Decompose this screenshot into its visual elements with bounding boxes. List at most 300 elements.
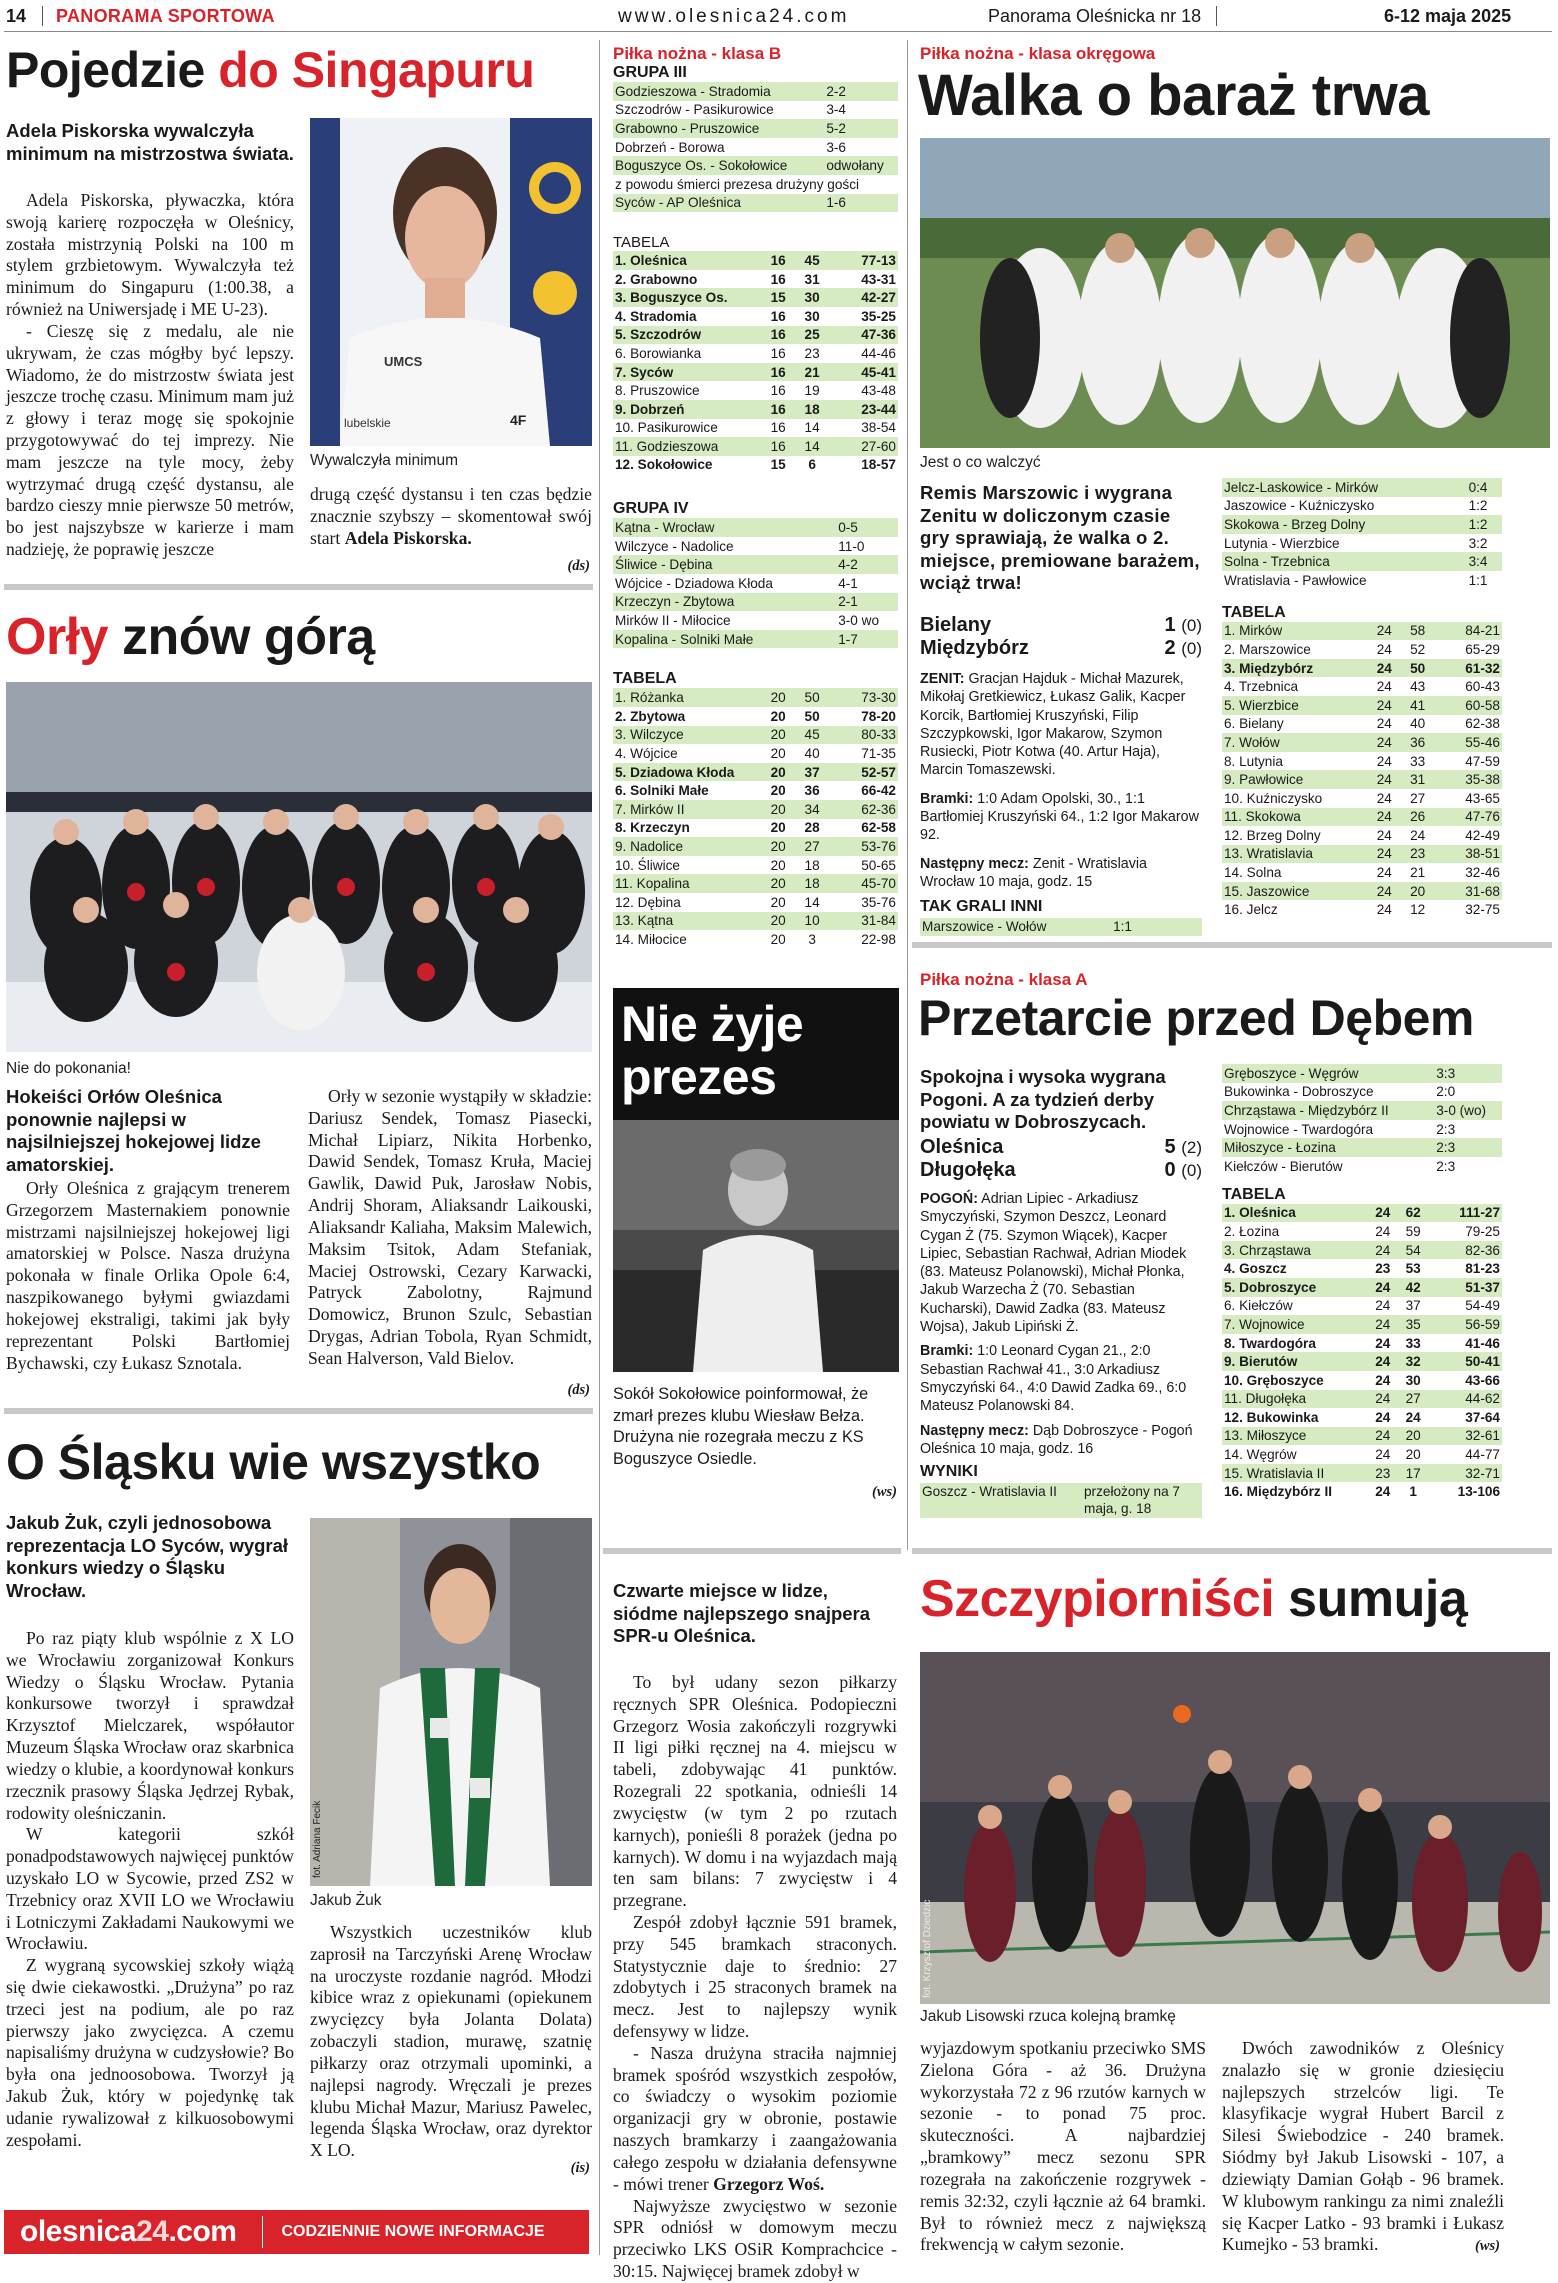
standings-played: 20 <box>761 763 795 782</box>
standings-row <box>613 400 898 419</box>
title-part: do Singapuru <box>218 42 535 98</box>
standings-team: 1. Oleśnica <box>1222 1204 1368 1223</box>
standings-team: 7. Wojnowice <box>1222 1315 1368 1334</box>
logo-part: 24 <box>136 2215 169 2248</box>
score: 1:2 <box>1468 498 1488 514</box>
standings-goals: 38-54 <box>861 420 896 436</box>
article-lead: Czwarte miejsce w lidze, siódme najlepszego snajpera SPR-u Oleśnica. <box>613 1580 871 1647</box>
standings-goals: 65-29 <box>1465 641 1500 657</box>
standings-goals: 47-59 <box>1465 753 1500 769</box>
score: 3-4 <box>826 102 846 118</box>
standings-row <box>1222 733 1502 752</box>
standings-played: 16 <box>761 251 795 270</box>
handball-photo <box>920 1652 1550 2004</box>
standings-team: 13. Kątna <box>613 912 761 931</box>
score-row <box>920 637 1202 660</box>
standings-row <box>1222 900 1502 919</box>
standings-team: 9. Bierutów <box>1222 1352 1368 1371</box>
score-row <box>920 1136 1202 1159</box>
standings-team: 5. Dziadowa Kłoda <box>613 763 761 782</box>
results-table <box>1222 478 1502 590</box>
standings-played: 24 <box>1376 790 1392 806</box>
standings-points: 59 <box>1405 1223 1421 1239</box>
match: Grabowno - Pruszowice <box>613 119 824 138</box>
article-separator <box>912 942 1552 948</box>
standings-points: 43 <box>1410 679 1426 695</box>
standings-team: 6. Bielany <box>1224 716 1284 732</box>
student-photo <box>310 1518 592 1886</box>
score-row <box>920 614 1202 637</box>
standings-played: 24 <box>1368 1390 1398 1409</box>
standings-goals: 42-49 <box>1465 827 1500 843</box>
standings-played: 15 <box>770 457 786 473</box>
standings-row <box>613 344 898 363</box>
standings-row <box>1222 826 1502 845</box>
logo-part: olesnica <box>20 2215 137 2248</box>
score: 3:4 <box>1467 552 1502 571</box>
standings-table-g3 <box>613 251 898 474</box>
score: 11-0 <box>838 538 865 554</box>
standings-row <box>1222 1204 1502 1223</box>
standings-team: 10. Kuźniczysko <box>1224 790 1323 806</box>
standings-team: 2. Grabowno <box>615 271 698 287</box>
match: Mirków II - Miłocice <box>615 613 731 629</box>
score: 2:3 <box>1436 1121 1456 1137</box>
standings-team: 8. Lutynia <box>1224 753 1283 769</box>
article-separator <box>603 1548 901 1554</box>
standings-row <box>613 326 898 345</box>
standings-team: 5. Dobroszyce <box>1222 1278 1368 1297</box>
standings-points: 40 <box>804 746 820 762</box>
standings-goals: 78-20 <box>861 708 896 724</box>
section-label: Piłka nożna - klasa B <box>613 44 782 63</box>
table-title: TAK GRALI INNI <box>920 898 1043 916</box>
standings-goals: 50-65 <box>861 857 896 873</box>
result-row <box>613 138 898 157</box>
standings-row <box>1222 1241 1502 1260</box>
standings-goals: 62-38 <box>1465 716 1500 732</box>
result-row <box>613 611 898 630</box>
standings-goals: 35-25 <box>861 308 896 324</box>
standings-row <box>1222 1278 1502 1297</box>
standings-points: 20 <box>1405 1447 1421 1463</box>
standings-points: 28 <box>804 820 820 836</box>
standings-played: 23 <box>1375 1261 1391 1277</box>
standings-points: 36 <box>804 783 820 799</box>
standings-points: 21 <box>1410 865 1426 881</box>
standings-points: 62 <box>1398 1204 1428 1223</box>
team-name: Długołęka <box>920 1159 1016 1181</box>
result-row <box>1222 1101 1502 1120</box>
goals <box>920 790 1202 845</box>
result-row <box>613 119 898 138</box>
hockey-team-photo <box>6 682 592 1052</box>
score: 1-6 <box>824 194 898 213</box>
standings-goals: 37-64 <box>1465 1409 1500 1425</box>
footer-logo[interactable] <box>20 2215 236 2249</box>
score: 1:2 <box>1467 515 1502 534</box>
title-part: Pojedzie <box>6 42 219 98</box>
standings-goals: 44-46 <box>861 345 896 361</box>
standings-goals: 43-66 <box>1465 1372 1500 1388</box>
standings-team: 5. Szczodrów <box>613 326 761 345</box>
standings-row <box>613 744 898 763</box>
standings-team: 8. Pruszowice <box>615 383 700 399</box>
standings-points: 14 <box>795 437 829 456</box>
score: 4-1 <box>838 575 858 591</box>
standings-row <box>1222 845 1502 864</box>
result-row <box>1222 515 1502 534</box>
standings-row <box>613 381 898 400</box>
goals: 0 <box>1164 1159 1176 1181</box>
standings-team: 14. Miłocice <box>615 931 687 947</box>
section-name: PANORAMA SPORTOWA <box>56 6 275 26</box>
result-row <box>1222 1083 1502 1102</box>
match: Śliwice - Dębina <box>613 555 836 574</box>
article-separator <box>912 1548 1552 1554</box>
standings-goals: 45-41 <box>829 363 898 382</box>
article-title <box>6 610 375 665</box>
signature: (ds) <box>567 558 590 574</box>
standings-goals: 32-61 <box>1428 1427 1502 1446</box>
article-lead: Hokeiści Orłów Oleśnica ponownie najlepsi w najsilniejszej hokejowej lidze amatorskiej. <box>6 1086 261 1175</box>
text: Dąb Dobroszyce - Pogoń Oleśnica 10 maja, godz. 16 <box>920 1422 1193 1457</box>
standings-goals: 41-46 <box>1465 1335 1500 1351</box>
goals <box>920 1342 1202 1415</box>
standings-played: 20 <box>770 746 786 762</box>
standings-team: 6. Solniki Małe <box>615 783 709 799</box>
article-body <box>310 484 592 549</box>
table-title: TABELA <box>613 234 670 252</box>
standings-points: 18 <box>795 874 829 893</box>
issue-date: 6-12 maja 2025 <box>1384 6 1512 26</box>
title-part: Szczypiorniści <box>920 1570 1275 1628</box>
standings-row <box>1222 789 1502 808</box>
article-lead: Spokojna i wysoka wygrana Pogoni. A za tydzień derby powiatu w Dobroszycach. <box>920 1066 1166 1133</box>
result-row <box>1222 1138 1502 1157</box>
standings-goals: 22-98 <box>861 931 896 947</box>
standings-team: 12. Brzeg Dolny <box>1224 827 1321 843</box>
standings-points: 50 <box>795 688 829 707</box>
standings-goals: 31-68 <box>1434 882 1502 901</box>
match: Jaszowice - Kuźniczysko <box>1224 498 1375 514</box>
standings-points: 30 <box>1405 1372 1421 1388</box>
standings-played: 16 <box>761 363 795 382</box>
match: Kątna - Wrocław <box>613 518 836 537</box>
standings-points: 33 <box>1410 753 1426 769</box>
standings-played: 20 <box>761 726 795 745</box>
photo-credit: fot. Krzysztof Dziedzic <box>922 1899 933 1998</box>
site-url[interactable]: www.olesnica24.com <box>618 6 850 27</box>
standings-goals: 111-27 <box>1428 1204 1502 1223</box>
standings-row <box>613 437 898 456</box>
standings-row <box>613 874 898 893</box>
standings-row <box>613 893 898 912</box>
team-name: Bielany <box>920 614 992 636</box>
label: Następny mecz: <box>920 1422 1029 1439</box>
standings-points: 18 <box>804 857 820 873</box>
standings-row <box>613 763 898 782</box>
standings-points: 35 <box>1398 1315 1428 1334</box>
header-divider <box>42 6 43 26</box>
standings-played: 24 <box>1368 696 1401 715</box>
standings-team: 14. Solna <box>1224 865 1282 881</box>
standings-played: 24 <box>1368 733 1401 752</box>
standings-row <box>613 363 898 382</box>
standings-played: 24 <box>1368 1278 1398 1297</box>
standings-row <box>613 288 898 307</box>
shirt-text: 4F <box>510 412 527 428</box>
standings-goals: 45-70 <box>829 874 898 893</box>
standings-points: 24 <box>1410 827 1426 843</box>
standings-team: 3. Międzybórz <box>1222 659 1368 678</box>
standings-team: 7. Syców <box>613 363 761 382</box>
standings-team: 11. Godzieszowa <box>613 437 761 456</box>
paragraph-text: drugą część dystansu i ten czas będzie znacznie szybszy – skomentował swój start <box>310 484 592 548</box>
standings-team: 12. Sokołowice <box>615 457 713 473</box>
match: Wojnowice - Twardogóra <box>1224 1121 1374 1137</box>
article-body <box>6 1178 290 1374</box>
table-title: TABELA <box>1222 603 1286 621</box>
author-name: Adela Piskorska. <box>344 527 472 548</box>
standings-points: 1 <box>1409 1484 1417 1500</box>
standings-row <box>1222 770 1502 789</box>
standings-points: 3 <box>808 931 816 947</box>
score: 3-0 (wo) <box>1434 1101 1502 1120</box>
standings-points: 6 <box>808 457 816 473</box>
standings-points: 12 <box>1410 902 1426 918</box>
standings-goals: 23-44 <box>829 400 898 419</box>
halftime: (0) <box>1181 639 1202 658</box>
paragraph: Wszystkich uczestników klub zaprosił na Tarczyński Arenę Wrocław na uroczyste rozdanie nagród. Młodzi kibice wraz z opiekunami (opiekunem zwycięzcy była Jolanta Dolata) zobaczyli stadion, murawę, szatnię piłkarzy oraz otrzymali upominki, a najlepsi nagrody. Wręczali je prezes klubu Michał Mazur, Mariusz Pawelec, legenda Śląska Wrocław, oraz dyrektor X LO. <box>310 1922 592 2161</box>
obituary-text: Sokół Sokołowice poinformował, że zmarł prezes klubu Wiesław Bełza. Drużyna nie rozegrała meczu z KS Boguszyce Osiedle. <box>613 1385 869 1468</box>
standings-row <box>613 912 898 931</box>
standings-points: 19 <box>804 383 820 399</box>
signature: (ws) <box>872 1484 897 1500</box>
result-row <box>1222 1064 1502 1083</box>
title-part: sumują <box>1274 1570 1468 1628</box>
standings-goals: 52-57 <box>829 763 898 782</box>
standings-row <box>1222 752 1502 771</box>
match: Krzeczyn - Zbytowa <box>613 593 836 612</box>
result-row <box>613 175 898 194</box>
text: 1:0 Adam Opolski, 30., 1:1 Bartłomiej Kruszyński 64., 1:2 Igor Makarow 92. <box>920 790 1199 844</box>
match: Gręboszyce - Węgrów <box>1222 1064 1434 1083</box>
photo-caption: Jest o co walczyć <box>920 454 1041 471</box>
article-title: Przetarcie przed Dębem <box>918 990 1474 1046</box>
standings-team: 9. Pawłowice <box>1222 770 1368 789</box>
standings-table-g4 <box>613 688 898 948</box>
standings-points: 32 <box>1398 1352 1428 1371</box>
score: 0-5 <box>836 518 898 537</box>
standings-team: 3. Boguszyce Os. <box>613 288 761 307</box>
score: 1:1 <box>1468 572 1488 588</box>
standings-played: 16 <box>770 383 786 399</box>
match: Wójcice - Dziadowa Kłoda <box>615 575 773 591</box>
result-row <box>613 630 898 649</box>
standings-points: 54 <box>1398 1241 1428 1260</box>
standings-played: 24 <box>1375 1484 1391 1500</box>
standings-row <box>1222 1482 1502 1501</box>
standings-played: 24 <box>1368 1315 1398 1334</box>
standings-points: 45 <box>795 726 829 745</box>
standings-played: 20 <box>761 688 795 707</box>
obituary-box <box>613 988 899 1528</box>
coach-name: Grzegorz Woś. <box>713 2173 825 2194</box>
lineup <box>920 1190 1202 1336</box>
result-row <box>613 101 898 120</box>
article-lead: Jakub Żuk, czyli jednosobowa reprezentacja LO Syców, wygrał konkurs wiedzy o Śląsku Wrocław. <box>6 1512 289 1601</box>
standings-played: 24 <box>1375 1298 1391 1314</box>
match: Lutynia - Wierzbice <box>1224 535 1340 551</box>
standings-row <box>1222 1352 1502 1371</box>
standings-row <box>1222 1464 1502 1483</box>
match: Wilczyce - Nadolice <box>615 538 734 554</box>
paragraph: Najwyższe zwycięstwo w sezonie SPR odniósł w domowym meczu przeciwko LKS OSiR Komprachcice - 30:15. Najwięcej bramek zdobył w <box>613 2195 897 2281</box>
article-title <box>6 44 596 97</box>
team-score <box>1165 1159 1202 1182</box>
score: 2-2 <box>824 82 898 101</box>
standings-played: 16 <box>770 308 786 324</box>
next-match <box>920 855 1202 892</box>
standings-goals: 60-43 <box>1465 679 1500 695</box>
standings-goals: 47-76 <box>1434 808 1502 827</box>
standings-played: 20 <box>761 800 795 819</box>
score: 2-1 <box>836 593 898 612</box>
goals: 2 <box>1164 637 1176 659</box>
result-row <box>613 156 898 175</box>
standings-points: 20 <box>1398 1427 1428 1446</box>
standings-row <box>1222 640 1502 659</box>
standings-played: 20 <box>761 874 795 893</box>
match: Goszcz - Wratislavia II <box>920 1483 1082 1518</box>
standings-played: 24 <box>1368 845 1401 864</box>
standings-points: 53 <box>1405 1261 1421 1277</box>
result-row <box>613 555 898 574</box>
standings-played: 16 <box>761 326 795 345</box>
article-body <box>308 1086 592 1370</box>
goals: 1 <box>1164 614 1176 636</box>
result-row <box>1222 571 1502 590</box>
standings-played: 24 <box>1375 1372 1391 1388</box>
group-title: GRUPA IV <box>613 500 689 518</box>
standings-goals: 66-42 <box>861 783 896 799</box>
standings-team: 12. Dębina <box>615 894 681 910</box>
section-label: Piłka nożna - klasa okręgowa <box>920 44 1156 63</box>
team-name: Międzybórz <box>920 637 1029 659</box>
standings-row <box>1222 1297 1502 1316</box>
column-divider <box>907 40 908 1550</box>
standings-team: 14. Węgrów <box>1224 1447 1297 1463</box>
standings-row <box>613 726 898 745</box>
standings-team: 6. Borowianka <box>615 345 702 361</box>
standings-played: 24 <box>1376 827 1392 843</box>
standings-table <box>1222 622 1502 920</box>
standings-goals: 44-77 <box>1465 1447 1500 1463</box>
text: 1:0 Leonard Cygan 21., 2:0 Sebastian Rachwał 41., 3:0 Arkadiusz Smyczyński 64., 4:0 Dawid Zadka 69., 6:0 Mateusz Polanowski 84. <box>920 1343 1187 1415</box>
group-title: GRUPA III <box>613 64 687 81</box>
standings-row <box>613 419 898 438</box>
match: Kopalina - Solniki Małe <box>613 630 836 649</box>
standings-points: 36 <box>1401 733 1434 752</box>
standings-row <box>1222 863 1502 882</box>
result-row <box>613 593 898 612</box>
standings-goals: 80-33 <box>829 726 898 745</box>
article-body <box>1222 2038 1504 2256</box>
standings-goals: 84-21 <box>1434 622 1502 641</box>
standings-table <box>1222 1204 1502 1502</box>
standings-points: 50 <box>804 708 820 724</box>
standings-row <box>1222 1445 1502 1464</box>
result-row <box>613 537 898 556</box>
match-result <box>920 614 1202 660</box>
standings-goals: 43-31 <box>861 271 896 287</box>
label: Bramki: <box>920 1343 974 1360</box>
lineup <box>920 670 1202 780</box>
standings-played: 24 <box>1375 1335 1391 1351</box>
result-row <box>1222 534 1502 553</box>
column-divider <box>599 40 600 2255</box>
standings-team: 15. Jaszowice <box>1222 882 1368 901</box>
standings-goals: 43-48 <box>861 383 896 399</box>
standings-points: 20 <box>1401 882 1434 901</box>
standings-played: 24 <box>1368 1427 1398 1446</box>
footer-slogan: CODZIENNIE NOWE INFORMACJE <box>281 2223 545 2240</box>
standings-goals: 62-36 <box>829 800 898 819</box>
standings-points: 14 <box>804 894 820 910</box>
article-lead: Adela Piskorska wywalczyła minimum na mistrzostwa świata. <box>6 120 294 164</box>
match-result <box>920 1136 1202 1182</box>
standings-played: 20 <box>770 931 786 947</box>
paragraph: - Cieszę się z medalu, ale nie ukrywam, że czas mógłby być lepszy. Wiadomo, że do mistrzostw świata jest jeszcze trochę czasu. Minimum mam już z głowy i teraz mogę się spokojnie przygotowywać do tej imprezy. Nie mam jeszcze na tyle mocy, żeby wytrzymać drugą część dystansu, ale bardzo cieszy mnie pierwsze 50 metrów, bo jest najszybsze w karierze i mam nadzieję, że poprawię jeszcze <box>6 320 294 559</box>
title-part: znów górą <box>108 608 375 666</box>
match: Solna - Trzebnica <box>1222 552 1467 571</box>
photo-credit: fot. Adriana Fecik <box>312 1800 323 1878</box>
signature: (ds) <box>567 1382 590 1398</box>
paragraph: Po raz piąty klub wspólnie z X LO we Wrocławiu zorganizował Konkurs Wiedzy o Śląsku Wrocław. Pytania konkursowe tworzył i sprawdzał Krzysztof Mielczarek, współautor Muzeum Śląska Wrocław oraz skarbnica wiedzy o klubie, a koordynował konkurs rzecznik prasowy Śląska Jędrzej Rybak, rodowity oleśniczanin. <box>6 1628 294 1823</box>
paragraph: wyjazdowym spotkaniu przeciwko SMS Zielona Góra - aż 36. Drużyna wykorzystała 72 z 96 rzutów karnych w sezonie - to ponad 75 proc. skuteczności. A najbardziej „bramkowy” mecz sezonu SPR rozegrała na zakończenie rozgrywek - remis 32:32, czyli łącznie aż 64 bramki. Był to również mecz z największą frekwencją w całym sezonie. <box>920 2038 1206 2255</box>
paragraph: Orły w sezonie wystąpiły w składzie: Dariusz Sendek, Tomasz Piasecki, Michał Lipiarz, Nikita Horbenko, Dawid Sendek, Tomasz Kruła, Maciej Gawlik, Dawid Puk, Jarosław Nobis, Andrij Shoram, Aliaksandr Laikouski, Aliaksandr Kaliaha, Maksim Malewich, Maksim Tsitok, Adam Stefaniak, Maciej Ostrowski, Cezary Karwacki, Patryck Zabolotny, Rajmund Domowicz, Brunon Szulc, Sebastian Drygas, Adrian Tobola, Ryan Schmidt, Sean Halverson, Vald Bielov. <box>308 1086 592 1368</box>
standings-points: 31 <box>804 271 820 287</box>
score-row <box>920 1159 1202 1182</box>
standings-row <box>613 270 898 289</box>
score: 0:4 <box>1467 478 1502 497</box>
standings-team: 2. Łozina <box>1224 1223 1280 1239</box>
standings-goals: 35-76 <box>861 894 896 910</box>
standings-team: 12. Bukowinka <box>1224 1409 1319 1425</box>
article-separator <box>4 584 593 590</box>
standings-goals: 13-106 <box>1457 1484 1500 1500</box>
standings-goals: 32-46 <box>1465 865 1500 881</box>
paragraph: Orły Oleśnica z grającym trenerem Grzegorzem Masternakiem ponownie mistrzami najsilniejszej hokejowej ligi amatorskiej w Polsce. Nasza drużyna pokonała w finale Orlika Opole 6:4, naszpikowanego byłymi gwiazdami hokejowej ekstraligi, takimi jak były reprezentant Polski Bartłomiej Bychawski, czy Łukasz Sznotala. <box>6 1178 290 1373</box>
article-separator <box>4 1408 593 1414</box>
standings-goals: 51-37 <box>1428 1278 1502 1297</box>
standings-team: 11. Kopalina <box>613 874 761 893</box>
standings-row <box>1222 1222 1502 1241</box>
standings-points: 17 <box>1398 1464 1428 1483</box>
standings-played: 16 <box>770 420 786 436</box>
paragraph: Dwóch zawodników z Oleśnicy znalazło się w gronie dziesięciu najlepszych strzelców ligi. Te klasyfikacje wygrał Hubert Barcil z Silesi Świebodzice - 240 bramek. Siódmy był Jakub Lisowski - 107, a dziewiąty Damian Gołąb - 96 bramek. W klubowym rankingu za nimi znaleźli się Kacper Latko - 93 bramki i Łukasz Kumejko - 53 bramki. <box>1222 2038 1504 2255</box>
standings-row <box>1222 882 1502 901</box>
footer-banner[interactable] <box>4 2210 589 2254</box>
standings-points: 21 <box>795 363 829 382</box>
standings-points: 27 <box>1398 1390 1428 1409</box>
standings-row <box>613 930 898 949</box>
standings-row <box>1222 622 1502 641</box>
standings-team: 4. Goszcz <box>1224 1261 1287 1277</box>
paragraph <box>310 484 592 549</box>
standings-played: 24 <box>1368 1352 1398 1371</box>
